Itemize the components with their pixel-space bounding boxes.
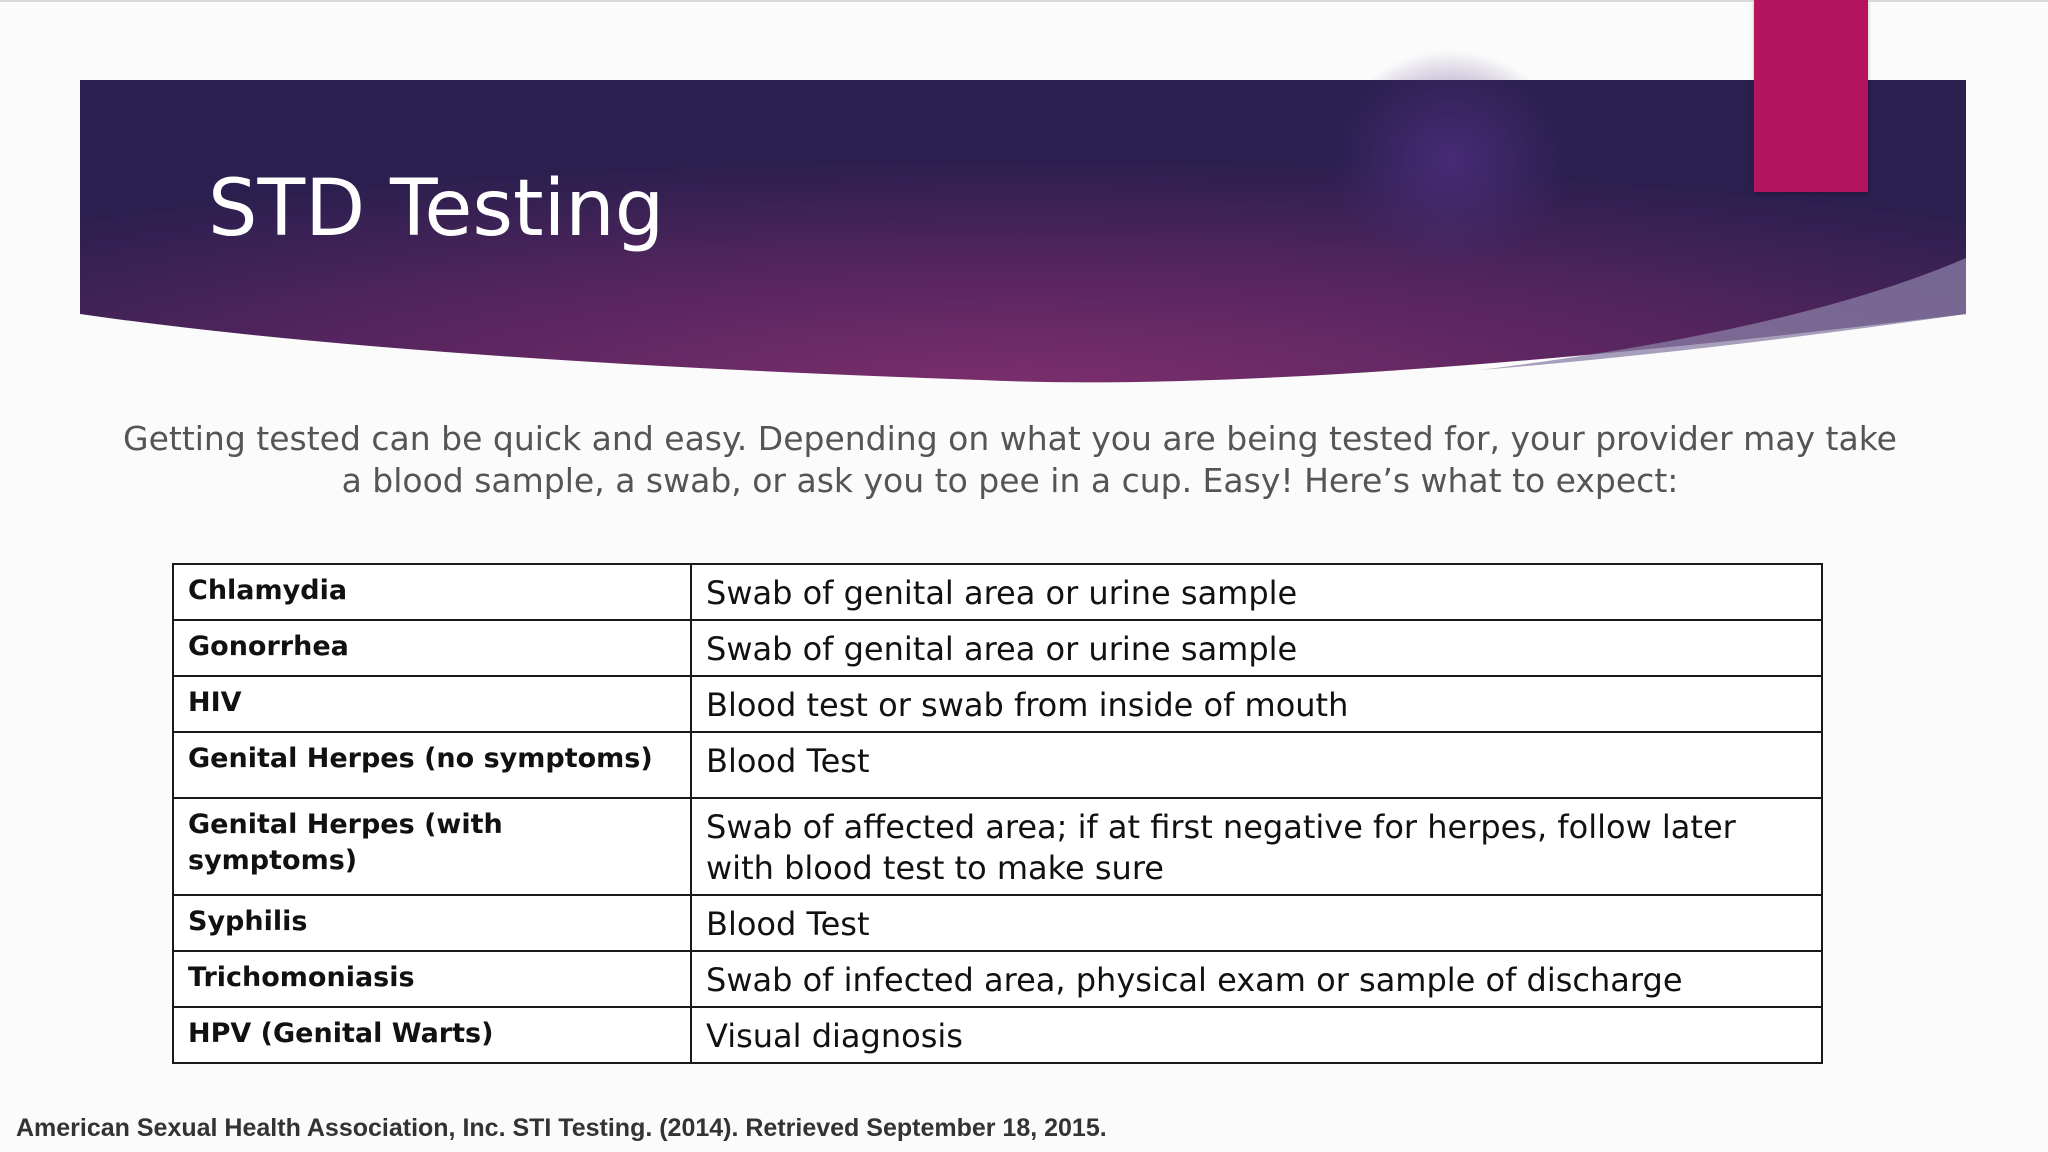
test-method-cell: Blood Test: [691, 732, 1822, 798]
citation: American Sexual Health Association, Inc. STI Testing. (2014). Retrieved September 18, 2015.: [16, 1114, 1107, 1142]
banner-glow: [1330, 50, 1570, 270]
test-method-cell: Swab of infected area, physical exam or sample of discharge: [691, 951, 1822, 1007]
test-method-cell: Swab of genital area or urine sample: [691, 564, 1822, 620]
table-row: [173, 620, 1822, 676]
table-row: [173, 564, 1822, 620]
table-row: [173, 895, 1822, 951]
std-name-cell: Gonorrhea: [173, 620, 691, 676]
test-method-cell: Swab of affected area; if at first negative for herpes, follow later with blood test to make sure: [691, 798, 1822, 895]
std-name-cell: Chlamydia: [173, 564, 691, 620]
std-testing-table: [172, 563, 1823, 1064]
table-row: [173, 951, 1822, 1007]
accent-tab: [1754, 0, 1868, 192]
std-name-cell: HPV (Genital Warts): [173, 1007, 691, 1063]
std-name-cell: Genital Herpes (with symptoms): [173, 798, 691, 895]
std-name-cell: Genital Herpes (no symptoms): [173, 732, 691, 798]
table-row: [173, 798, 1822, 895]
table-row: [173, 732, 1822, 798]
intro-paragraph: Getting tested can be quick and easy. Depending on what you are being tested for, your provider may take a blood sample, a swab, or ask you to pee in a cup. Easy! Here’s what to expect:: [123, 419, 1897, 500]
table-row: [173, 676, 1822, 732]
test-method-cell: Blood test or swab from inside of mouth: [691, 676, 1822, 732]
test-method-cell: Visual diagnosis: [691, 1007, 1822, 1063]
test-method-cell: Swab of genital area or urine sample: [691, 620, 1822, 676]
table-row: [173, 1007, 1822, 1063]
std-name-cell: Trichomoniasis: [173, 951, 691, 1007]
std-name-cell: HIV: [173, 676, 691, 732]
test-method-cell: Blood Test: [691, 895, 1822, 951]
std-name-cell: Syphilis: [173, 895, 691, 951]
slide-title: STD Testing: [208, 164, 665, 254]
